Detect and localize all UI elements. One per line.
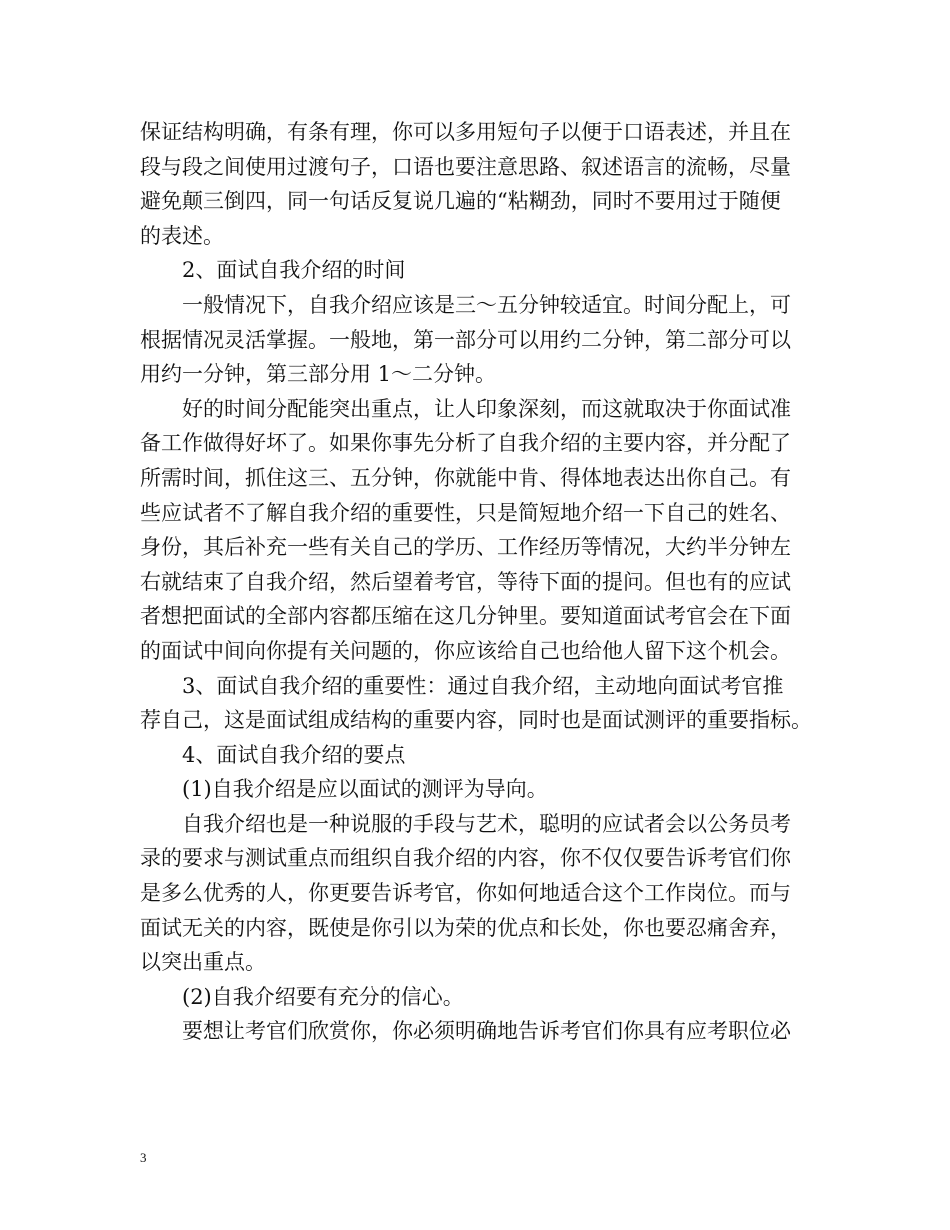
text-line: 用约一分钟，第三部分用 1～二分钟。 [140, 362, 497, 387]
text-line: 备工作做得好坏了。如果你事先分析了自我介绍的主要内容，并分配了 [140, 431, 791, 456]
text-line: 录的要求与测试重点而组织自我介绍的内容，你不仅仅要告诉考官们你 [140, 846, 791, 871]
text-line: 要想让考官们欣赏你，你必须明确地告诉考官们你具有应考职位必 [182, 1019, 791, 1044]
text-line: 些应试者不了解自我介绍的重要性，只是简短地介绍一下自己的姓名、 [140, 500, 791, 525]
text-line: 所需时间，抓住这三、五分钟，你就能中肯、得体地表达出你自己。有 [140, 465, 791, 490]
text-line: 一般情况下，自我介绍应该是三～五分钟较适宜。时间分配上，可 [182, 292, 791, 317]
subheading-point-1: (1)自我介绍是应以面试的测评为导向。 [182, 777, 548, 802]
subheading-point-2: (2)自我介绍要有充分的信心。 [182, 984, 464, 1009]
text-line: 自我介绍也是一种说服的手段与艺术，聪明的应试者会以公务员考 [182, 811, 791, 836]
section-heading-importance: 3、面试自我介绍的重要性：通过自我介绍，主动地向面试考官推 [182, 673, 784, 698]
text-line: 的表述。 [140, 223, 224, 248]
text-line: 身份，其后补充一些有关自己的学历、工作经历等情况，大约半分钟左 [140, 535, 791, 560]
text-line: 避免颠三倒四，同一句话反复说几遍的“粘糊劲，同时不要用过于随便 [140, 189, 781, 214]
text-line: 以突出重点。 [140, 950, 266, 975]
text-line: 右就结束了自我介绍，然后望着考官，等待下面的提问。但也有的应试 [140, 569, 791, 594]
text-line: 的面试中间向你提有关问题的，你应该给自己也给他人留下这个机会。 [140, 638, 791, 663]
text-line: 段与段之间使用过渡句子，口语也要注意思路、叙述语言的流畅，尽量 [140, 154, 791, 179]
text-line: 根据情况灵活掌握。一般地，第一部分可以用约二分钟，第二部分可以 [140, 327, 791, 352]
text-line: 面试无关的内容，既使是你引以为荣的优点和长处，你也要忍痛舍弃， [140, 915, 791, 940]
section-heading-time: 2、面试自我介绍的时间 [182, 258, 406, 283]
text-line: 荐自己，这是面试组成结构的重要内容，同时也是面试测评的重要指标。 [140, 708, 812, 733]
page-number: 3 [140, 1150, 147, 1165]
section-heading-key-points: 4、面试自我介绍的要点 [182, 742, 406, 767]
text-line: 是多么优秀的人，你更要告诉考官，你如何地适合这个工作岗位。而与 [140, 881, 791, 906]
text-line: 保证结构明确，有条有理，你可以多用短句子以便于口语表述，并且在 [140, 120, 791, 144]
text-line: 者想把面试的全部内容都压缩在这几分钟里。要知道面试考官会在下面 [140, 604, 791, 629]
document-body [140, 115, 830, 1049]
text-line: 好的时间分配能突出重点，让人印象深刻，而这就取决于你面试准 [182, 396, 791, 421]
